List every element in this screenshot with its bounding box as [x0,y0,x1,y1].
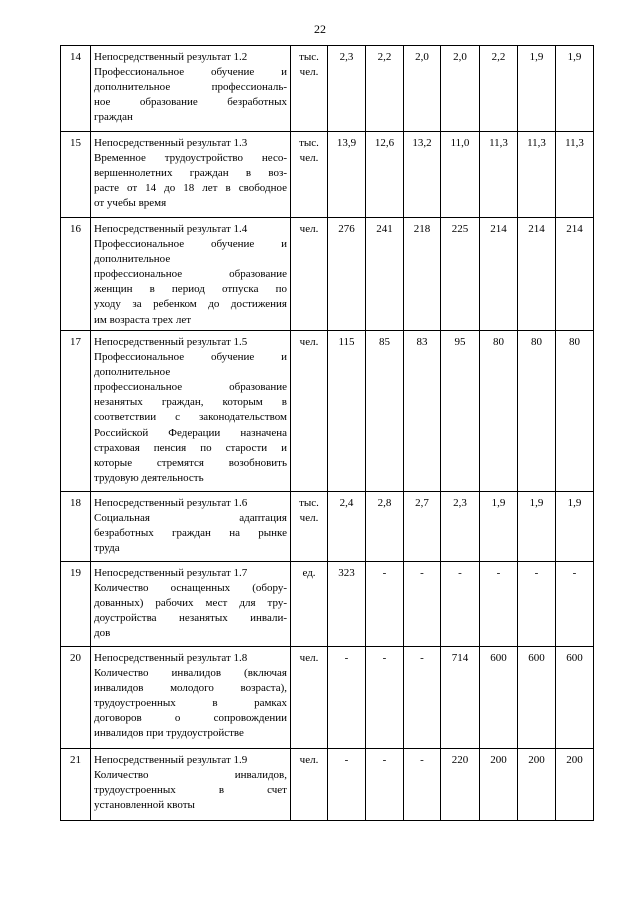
row-number: 14 [61,46,91,132]
table-row [61,492,594,562]
value-cell: - [366,562,404,647]
description-line: профессиональное образование [94,268,287,281]
value-cell: 1,9 [518,492,556,562]
value-cell: - [366,647,404,749]
value-cell: 714 [441,647,480,749]
description-line: дополнительное [94,253,171,266]
value-cell: 13,2 [404,132,441,218]
value-cell: 85 [366,331,404,492]
unit-text: чел. [299,512,319,525]
description-line: трудоустроенных в счет [94,784,287,797]
description-line: трудовую деятельность [94,471,204,484]
description-line: трудоустроенных в рамках [94,697,287,710]
unit-cell [291,132,328,218]
unit-text: чел. [299,652,319,664]
value-cell: 11,3 [518,132,556,218]
value-cell: 12,6 [366,132,404,218]
description-line: Временное трудоустройство несо- [94,152,287,165]
page-number: 22 [314,22,326,36]
description-line: страховая пенсия по старости и [94,441,287,454]
value-cell: - [404,562,441,647]
result-description [91,749,291,821]
unit-text: чел. [299,152,319,165]
value-cell: - [404,749,441,821]
row-number: 19 [61,562,91,647]
description-line: дополнительное профессиональ- [94,81,287,94]
value-cell: 13,9 [328,132,366,218]
value-cell: 2,2 [366,46,404,132]
value-cell: 2,0 [441,46,480,132]
description-line: женщин в период отпуска по [94,283,287,296]
result-description [91,562,291,647]
description-line: им возраста трех лет [94,313,192,326]
description-line: от учебы время [94,197,167,210]
value-cell: 2,4 [328,492,366,562]
result-description [91,331,291,492]
value-cell: - [556,562,594,647]
value-cell: 1,9 [480,492,518,562]
row-number: 16 [61,218,91,331]
value-cell: 323 [328,562,366,647]
row-number: 17 [61,331,91,492]
value-cell: 600 [518,647,556,749]
result-description [91,46,291,132]
value-cell: 11,0 [441,132,480,218]
description-line: незанятых граждан, которым в [94,396,287,409]
value-cell: 2,2 [480,46,518,132]
row-number: 21 [61,749,91,821]
unit-cell [291,331,328,492]
description-line: доустройства незанятых инвали- [94,612,287,625]
description-line: которые стремятся возобновить [94,456,287,469]
unit-text: чел. [299,66,319,79]
description-line: труда [94,542,120,555]
result-description [91,218,291,331]
value-cell: 83 [404,331,441,492]
value-cell: 218 [404,218,441,331]
row-number: 18 [61,492,91,562]
table-row [61,562,594,647]
description-line: профессиональное образование [94,381,287,394]
description-line: соответствии с законодательством [94,411,287,424]
value-cell: 214 [518,218,556,331]
description-line: договоров о сопровождении [94,712,287,725]
value-cell: 276 [328,218,366,331]
unit-text: тыс. [299,497,319,509]
description-line: Непосредственный результат 1.6 [94,497,248,509]
description-line: Профессиональное обучение и [94,351,287,364]
description-line: расте от 14 до 18 лет в свободное [94,182,287,195]
description-line: Непосредственный результат 1.8 [94,652,248,664]
description-line: Социальная адаптация [94,512,287,525]
table-row [61,132,594,218]
value-cell: 200 [556,749,594,821]
description-line: дополнительное [94,366,171,379]
row-number: 15 [61,132,91,218]
description-line: ное образование безработных [94,96,287,109]
value-cell: 214 [480,218,518,331]
value-cell: - [480,562,518,647]
description-line: Российской Федерации назначена [94,426,287,439]
table-row [61,218,594,331]
value-cell: - [328,749,366,821]
description-line: Непосредственный результат 1.4 [94,223,248,235]
description-line: дов [94,627,111,640]
unit-text: чел. [299,754,319,766]
description-line: безработных граждан на рынке [94,527,287,540]
unit-text: чел. [299,223,319,235]
description-line: Профессиональное обучение и [94,238,287,251]
value-cell: 600 [480,647,518,749]
unit-text: чел. [299,336,319,348]
row-number: 20 [61,647,91,749]
value-cell: 200 [518,749,556,821]
description-line: дованных) рабочих мест для тру- [94,597,287,610]
unit-text: тыс. [299,137,319,149]
value-cell: 241 [366,218,404,331]
result-description [91,132,291,218]
unit-cell [291,749,328,821]
value-cell: 1,9 [556,492,594,562]
unit-cell [291,46,328,132]
description-line: Профессиональное обучение и [94,66,287,79]
value-cell: 2,7 [404,492,441,562]
description-line: Количество инвалидов, [94,769,287,782]
table-row [61,46,594,132]
description-line: Непосредственный результат 1.2 [94,51,248,63]
description-line: установленной квоты [94,799,195,812]
value-cell: 11,3 [556,132,594,218]
unit-cell [291,492,328,562]
value-cell: 214 [556,218,594,331]
value-cell: - [404,647,441,749]
description-line: граждан [94,111,133,124]
table-row [61,749,594,821]
value-cell: - [518,562,556,647]
description-line: Непосредственный результат 1.9 [94,754,248,766]
description-line: инвалидов молодого возраста), [94,682,287,695]
description-line: Непосредственный результат 1.3 [94,137,248,149]
unit-cell [291,562,328,647]
value-cell: 1,9 [556,46,594,132]
unit-text: тыс. [299,51,319,63]
description-line: Непосредственный результат 1.7 [94,567,248,579]
result-description [91,492,291,562]
value-cell: - [441,562,480,647]
results-table [60,45,594,821]
value-cell: 2,0 [404,46,441,132]
value-cell: - [366,749,404,821]
value-cell: 225 [441,218,480,331]
value-cell: 600 [556,647,594,749]
description-line: вершеннолетних граждан в воз- [94,167,287,180]
result-description [91,647,291,749]
value-cell: 80 [518,331,556,492]
description-line: Непосредственный результат 1.5 [94,336,248,348]
value-cell: 2,3 [441,492,480,562]
value-cell: 1,9 [518,46,556,132]
unit-cell [291,218,328,331]
description-line: инвалидов при трудоустройстве [94,727,244,740]
value-cell: 200 [480,749,518,821]
value-cell: 80 [480,331,518,492]
value-cell: 11,3 [480,132,518,218]
value-cell: - [328,647,366,749]
value-cell: 2,3 [328,46,366,132]
value-cell: 115 [328,331,366,492]
description-line: уходу за ребенком до достижения [94,298,287,311]
table-row [61,331,594,492]
description-line: Количество оснащенных (обору- [94,582,287,595]
table-row [61,647,594,749]
description-line: Количество инвалидов (включая [94,667,287,680]
value-cell: 220 [441,749,480,821]
unit-text: ед. [302,567,316,579]
value-cell: 2,8 [366,492,404,562]
unit-cell [291,647,328,749]
value-cell: 95 [441,331,480,492]
value-cell: 80 [556,331,594,492]
